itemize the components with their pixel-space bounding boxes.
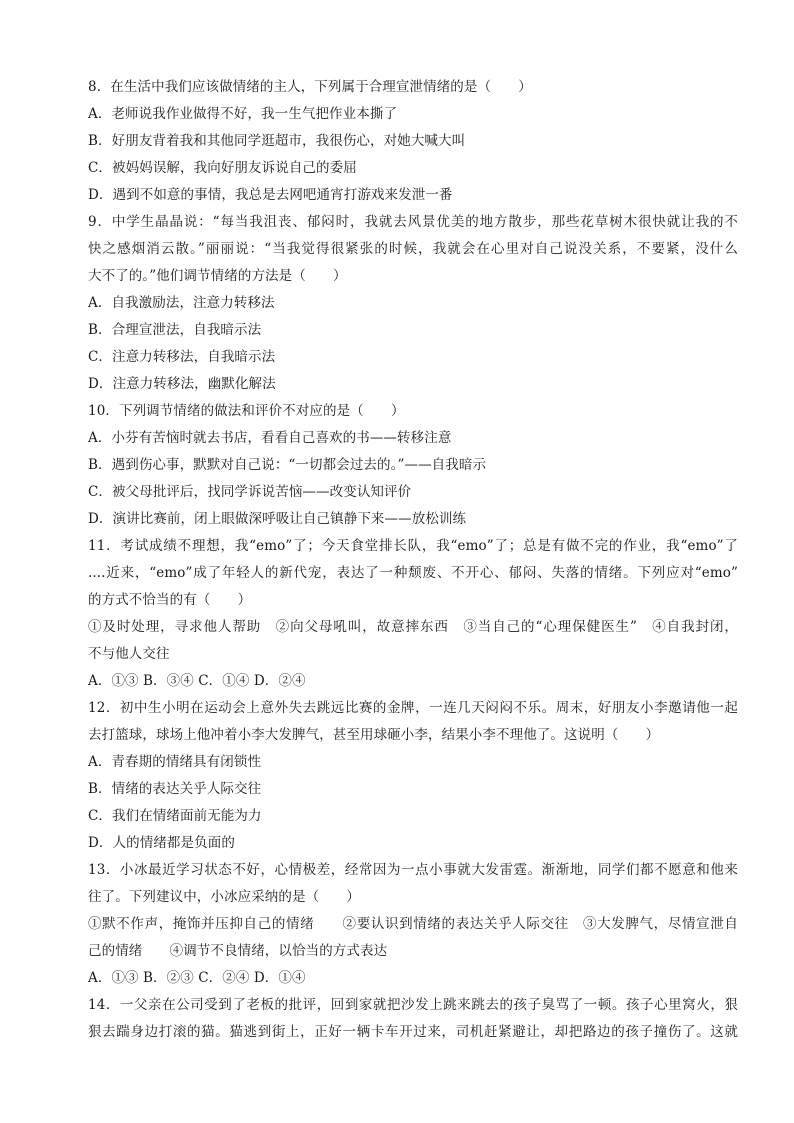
q11-stem-line-1: 11．考试成绩不理想，我“emo”了；今天食堂排长队，我“emo”了；总是有做不完的作业，我“emo”了	[88, 538, 738, 554]
q8-option-c: C．被妈妈误解，我向好朋友诉说自己的委屈	[88, 160, 357, 176]
q12-option-b: B．情绪的表达关乎人际交往	[88, 781, 262, 797]
q12-option-a: A．青春期的情绪具有闭锁性	[88, 754, 262, 770]
q9-option-c: C．注意力转移法，自我暗示法	[88, 349, 276, 365]
q8-stem: 8．在生活中我们应该做情绪的主人，下列属于合理宣泄情绪的是（ ）	[88, 79, 532, 95]
q10-option-c: C．被父母批评后，找同学诉说苦恼——改变认知评价	[88, 484, 412, 500]
q11-stem-line-3: 的方式不恰当的有（ ）	[88, 592, 252, 608]
q13-stem-line-2: 往了。下列建议中，小冰应采纳的是（ ）	[88, 889, 360, 905]
q13-statements-line-1: ①默不作声，掩饰并压抑自己的情绪 ②要认识到情绪的表达关乎人际交往 ③大发脾气，尽情宣泄自	[88, 916, 738, 932]
q11-statements-line-2: 不与他人交往	[88, 646, 170, 662]
q10-option-d: D．演讲比赛前，闭上眼做深呼吸让自己镇静下来——放松训练	[88, 511, 467, 527]
q14-stem-line-2: 狠去踹身边打滚的猫。猫逃到街上，正好一辆卡车开过来，司机赶紧避让，却把路边的孩子撞伤了。这就	[88, 1024, 738, 1040]
q12-option-d: D．人的情绪都是负面的	[88, 835, 235, 851]
q11-statements-line-1: ①及时处理，寻求他人帮助 ②向父母吼叫，故意摔东西 ③当自己的“心理保健医生” ④自我封闭，	[88, 619, 738, 635]
q13-options: A．①③ B．②③ C．②④ D．①④	[88, 970, 306, 986]
q9-stem-line-3: 大不了的。”他们调节情绪的方法是（ ）	[88, 268, 347, 284]
q10-option-a: A．小芬有苦恼时就去书店，看看自己喜欢的书——转移注意	[88, 430, 452, 446]
q13-statements-line-2: 己的情绪 ④调节不良情绪，以恰当的方式表达	[88, 943, 388, 959]
q14-stem-line-1: 14．一父亲在公司受到了老板的批评，回到家就把沙发上跳来跳去的孩子臭骂了一顿。孩子心里窝火，狠	[88, 997, 738, 1013]
q9-option-b: B．合理宣泄法，自我暗示法	[88, 322, 262, 338]
q8-option-d: D．遇到不如意的事情，我总是去网吧通宵打游戏来发泄一番	[88, 187, 453, 203]
q11-stem-line-2: ....近来，“emo”成了年轻人的新代宠，表达了一种颓废、不开心、郁闷、失落的情绪。下列应对“emo”	[88, 565, 738, 581]
q13-stem-line-1: 13．小冰最近学习状态不好，心情极差，经常因为一点小事就大发雷霆。渐渐地，同学们都不愿意和他来	[88, 862, 738, 878]
q9-stem-line-2: 快之感烟消云散。”丽丽说：“当我觉得很紧张的时候，我就会在心里对自己说没关系，不要紧，没什么	[88, 241, 738, 257]
exam-page	[88, 74, 738, 1046]
q8-option-a: A．老师说我作业做得不好，我一生气把作业本撕了	[88, 106, 398, 122]
q12-stem-line-2: 去打篮球，球场上他冲着小李大发脾气，甚至用球砸小李，结果小李不理他了。这说明（ ）	[88, 727, 660, 743]
q9-option-a: A．自我激励法，注意力转移法	[88, 295, 275, 311]
q12-option-c: C．我们在情绪面前无能为力	[88, 808, 262, 824]
q9-option-d: D．注意力转移法，幽默化解法	[88, 376, 276, 392]
q11-options: A．①③ B．③④ C．①④ D．②④	[88, 673, 306, 689]
q9-stem-line-1: 9．中学生晶晶说：“每当我沮丧、郁闷时，我就去风景优美的地方散步，那些花草树木很快就让我的不	[88, 214, 738, 230]
q10-stem: 10．下列调节情绪的做法和评价不对应的是（ ）	[88, 403, 405, 419]
q10-option-b: B．遇到伤心事，默默对自己说：“一切都会过去的。”——自我暗示	[88, 457, 487, 473]
q8-option-b: B．好朋友背着我和其他同学逛超市，我很伤心，对她大喊大叫	[88, 133, 466, 149]
q12-stem-line-1: 12．初中生小明在运动会上意外失去跳远比赛的金牌，一连几天闷闷不乐。周末，好朋友小李邀请他一起	[88, 700, 738, 716]
